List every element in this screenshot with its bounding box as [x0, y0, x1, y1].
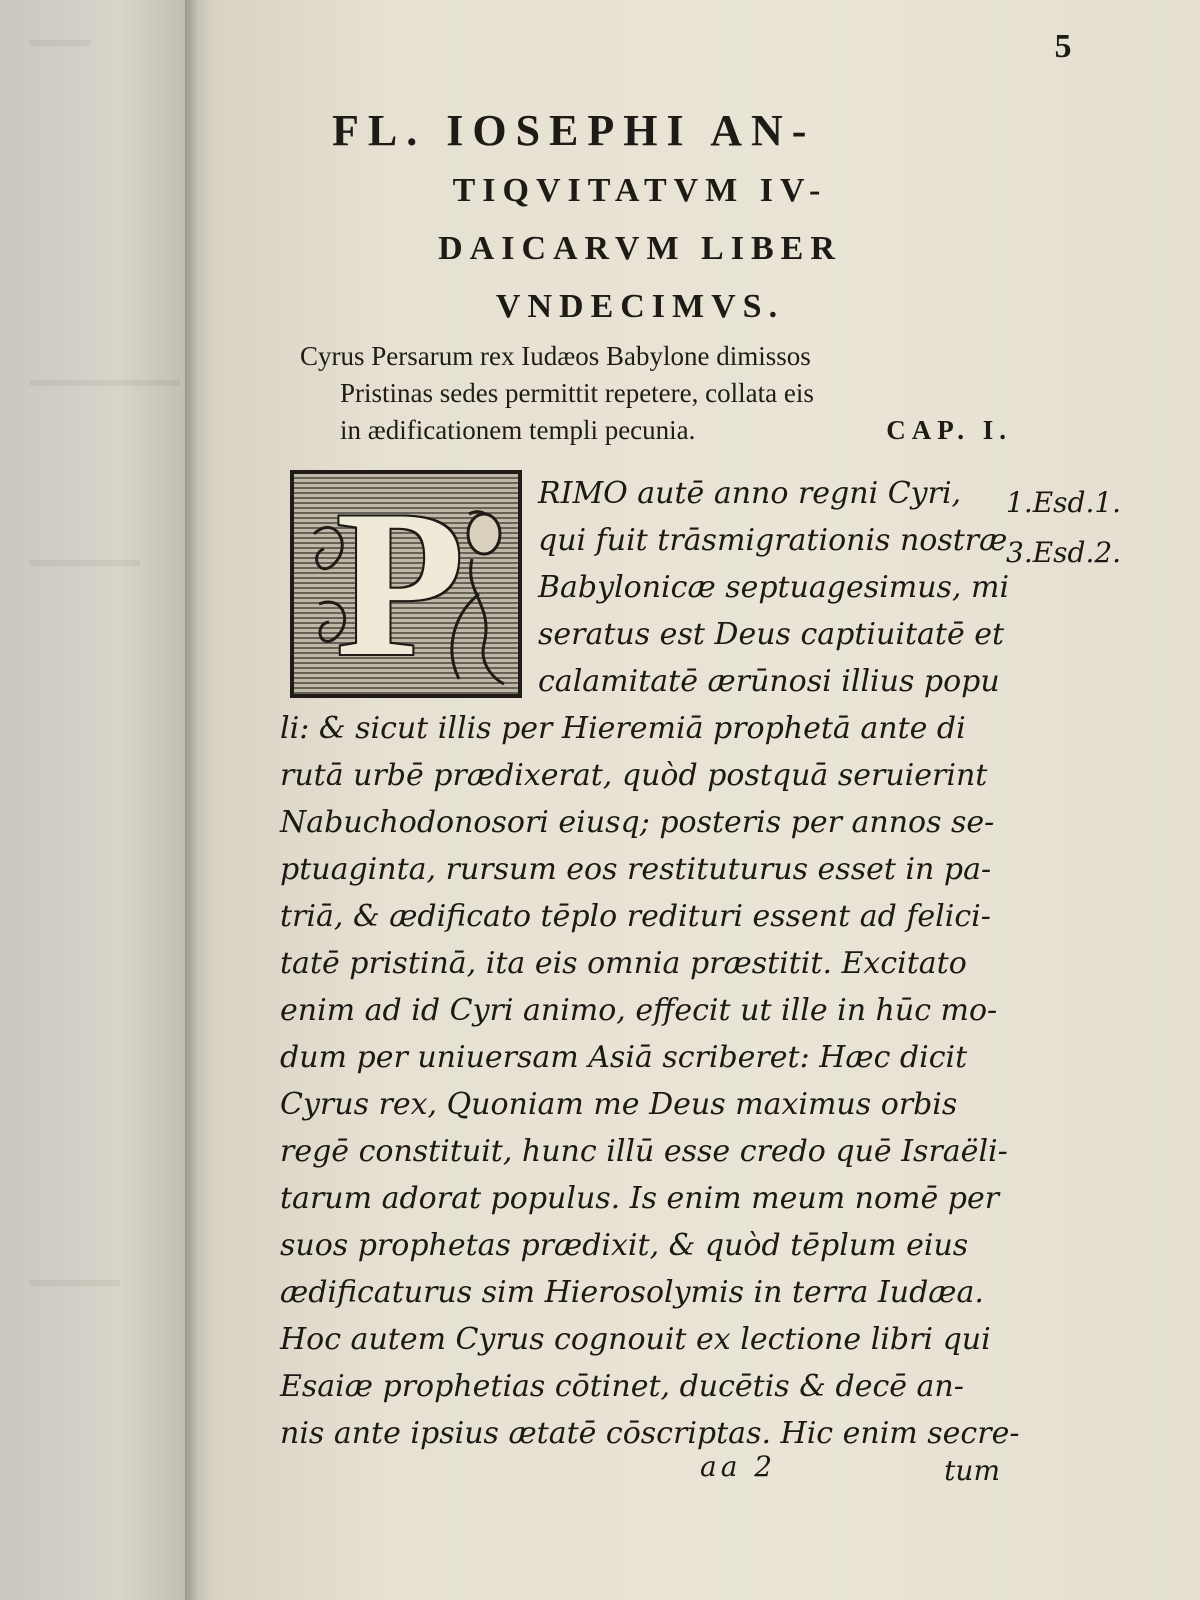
- facing-page: [0, 0, 200, 1600]
- bleed-through-mark: [30, 1280, 120, 1286]
- text-line: tarum adorat populus. Is enim meum nomē per: [280, 1181, 1000, 1216]
- book-title: [300, 100, 980, 336]
- text-line: li: & sicut illis per Hieremiā prophetā ante di: [280, 711, 966, 746]
- text-line: [280, 470, 1000, 517]
- catchword: tum: [944, 1454, 1000, 1487]
- title-line: VNDECIMVS.: [495, 288, 785, 325]
- text-line: enim ad id Cyri animo, effecit ut ille in hūc mo-: [280, 993, 998, 1028]
- text-line: Cyrus rex, Quoniam me Deus maximus orbis: [280, 1087, 958, 1122]
- text-line: Babylonicæ septuagesimus, mi: [538, 570, 1010, 605]
- text-line: Nabuchodonosori eiusq; posteris per annos se-: [280, 805, 995, 840]
- title-line: DAICARVM LIBER: [438, 230, 842, 267]
- text-line: dum per uniuersam Asiā scriberet: Hæc dicit: [280, 1040, 968, 1075]
- text-line: regē constituit, hunc illū esse credo quē Israëli-: [280, 1134, 1008, 1169]
- title-line: FL. IOSEPHI AN-: [332, 106, 816, 155]
- chapter-summary: [300, 338, 1022, 449]
- text-line: ptuaginta, rursum eos restituturus esset in pa-: [280, 852, 992, 887]
- text-line: nis ante ipsius ætatē cōscriptas. Hic enim secre-: [280, 1416, 1020, 1451]
- text-line: seratus est Deus captiuitatē et: [538, 617, 1005, 652]
- title-line: TIQVITATVM IV-: [452, 172, 828, 209]
- chapter-label: CAP. I.: [886, 415, 1012, 445]
- text-line: suos prophetas prædixit, & quòd tēplum eius: [280, 1228, 969, 1263]
- text-line: triā, & ædificato tēplo redituri essent ad felici-: [280, 899, 991, 934]
- margin-notes: [1006, 478, 1196, 578]
- margin-note: 1.Esd.1.: [1006, 486, 1122, 519]
- margin-note: 3.Esd.2.: [1006, 536, 1122, 569]
- initial-letter: P: [335, 468, 465, 700]
- summary-line: Cyrus Persarum rex Iudæos Babylone dimissos: [300, 341, 811, 371]
- body-text: [280, 470, 1020, 1457]
- text-line: calamitatē ærūnosi illius popu: [538, 664, 1000, 699]
- text-line: rutā urbē prædixerat, quòd postquā seruierint: [280, 758, 988, 793]
- text-line-content: RIMO autē anno regni Cyri,: [538, 476, 962, 511]
- text-line: Esaiæ prophetias cōtinet, ducētis & decē an-: [280, 1369, 964, 1404]
- bleed-through-mark: [30, 40, 90, 46]
- summary-line: Pristinas sedes permittit repetere, collata eis: [340, 378, 814, 408]
- text-line: qui fuit trāsmigrationis nostræ: [538, 523, 1008, 558]
- signature-mark: aa 2: [700, 1450, 777, 1483]
- bleed-through-mark: [30, 380, 180, 386]
- text-line: Hoc autem Cyrus cognouit ex lectione libri qui: [280, 1322, 991, 1357]
- book-gutter: [185, 0, 215, 1600]
- page-number: 5: [1054, 28, 1072, 65]
- bleed-through-mark: [30, 560, 140, 566]
- text-line: tatē pristinā, ita eis omnia præstitit. Excitato: [280, 946, 967, 981]
- summary-line: in ædificationem templi pecunia.: [340, 415, 696, 445]
- text-line: ædificaturus sim Hierosolymis in terra Iudæa.: [280, 1275, 984, 1310]
